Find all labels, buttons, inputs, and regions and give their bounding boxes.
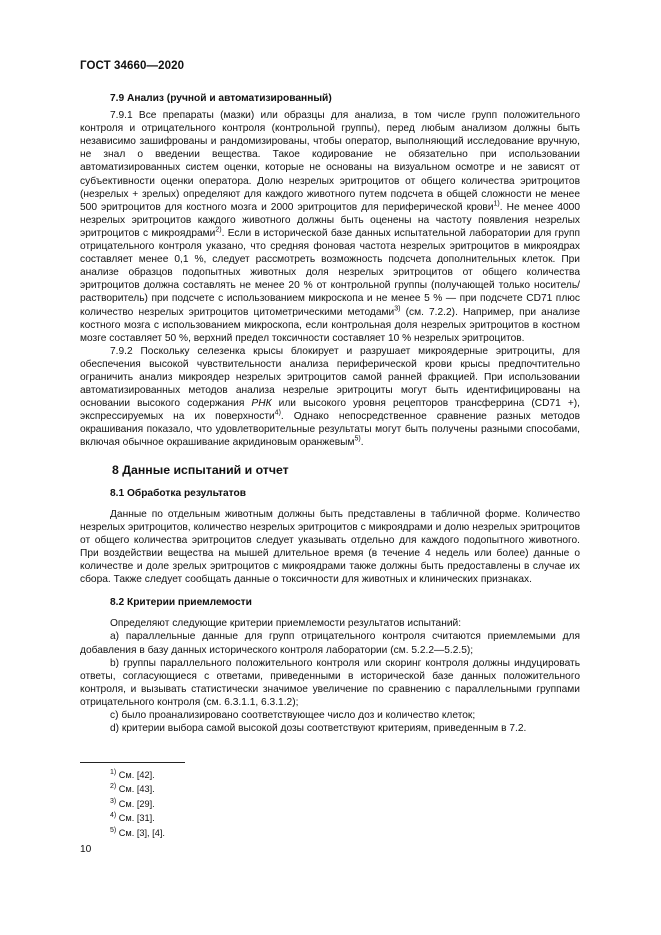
footnote-number: 1): [110, 768, 117, 776]
document-body: [80, 92, 580, 735]
paragraph-text: 7.9.2 Поскольку селезенка крысы блокирует и разрушает микроядерные эритроциты, для обеспечения высокой чувствительности анализа периферической крови крысы предпочтительно ограничить анализ микроядер незрелых эритроцитов самой ранней фракцией. При использовании автоматизированных методов анализа незрелые эритроциты могут быть идентифицированы на основании высокого содержания: [80, 345, 580, 410]
footnote-number: 5): [110, 826, 117, 834]
footnote-item: [80, 826, 165, 840]
footnote-number: 2): [110, 783, 117, 791]
footnote-separator: [80, 762, 185, 763]
footnotes: [80, 768, 165, 840]
paragraph-8-1: Данные по отдельным животным должны быть представлены в табличной форме. Количество незрелых эритроцитов, количество незрелых эритроцитов с микроядрами и долю незрелых эритроцитов от общего количества эритроцитов следует указывать отдельно для каждого подопытного животного. При воздействии вещества на мышей длительное время (в течение 4 недель или более) данные о количестве и доле зрелых эритроцитов с микроядрами также должны быть предоставлены в случае их сбора. Также следует сообщать данные о токсичности для животных и клинических признаках.: [80, 508, 580, 586]
paragraph-text: или высокого уровня рецепторов трансферрина (CD71 +), экспрессируемых на их поверхности: [80, 398, 580, 423]
footnote-text: См. [29].: [116, 798, 155, 809]
paragraph-8-2-intro: Определяют следующие критерии приемлемости результатов испытаний:: [110, 618, 462, 630]
footnote-text: См. [31].: [116, 813, 155, 824]
footnote-item: [80, 768, 165, 782]
criteria-item-a: a) параллельные данные для групп отрицательного контроля считаются приемлемыми для добавления в базу данных исторического контроля лаборатории (см. 5.2.2—5.2.5);: [80, 631, 580, 656]
paragraph-text: . Однако непосредственное сравнение разных методов окрашивания показало, что удовлетворительные результаты могут быть получены разными способами, включая обычное окрашивание акридиновым оранжевым: [80, 411, 580, 449]
footnote-text: См. [42].: [116, 770, 155, 780]
footnote-ref: 3): [394, 305, 401, 313]
rna-term: РНК: [251, 398, 272, 410]
paragraph-7-9-1: [80, 109, 580, 345]
document-code-header: ГОСТ 34660—2020: [80, 60, 185, 72]
section-8-heading: 8 Данные испытаний и отчет: [112, 462, 289, 477]
section-8-1-heading: 8.1 Обработка результатов: [110, 487, 247, 499]
criteria-item-d: d) критерии выбора самой высокой дозы соответствуют критериям, приведенным в 7.2.: [110, 723, 527, 735]
footnote-item: [80, 811, 165, 825]
paragraph-text: 7.9.1 Все препараты (мазки) или образцы для анализа, в том числе групп положительного контроля и отрицательного контроля (контрольной группы), перед любым анализом должны быть независимо зашифрованы и рандомизированы, чтобы оператор, выполняющий исследование вручную, не знал о введении вещества. Такое кодирование не обязательно при использовании автоматизированных систем оценки, которые не основаны на визуальном осмотре и не зависят от субъективности оценки оператора. Долю незрелых эритроцитов от общего количества эритроцитов (незрелых + зрелых) определяют для каждого животного путем подсчета в общей сложности не менее 500 эритроцитов для костного мозга и 2000 эритроцитов для периферической крови: [80, 110, 580, 213]
criteria-item-b: b) группы параллельного положительного контроля или скоринг контроля должны индуцировать ответы, согласующиеся с ответами, приведенными в исторической базе данных положительного контроля, и вызывать статистически значимое увеличение по сравнению с параллельными группами отрицательного контроля (см. 6.3.1.1, 6.3.1.2);: [80, 657, 580, 708]
section-8-2-heading: 8.2 Критерии приемлемости: [110, 597, 252, 609]
footnote-number: 3): [110, 797, 117, 805]
footnote-text: См. [43].: [116, 784, 155, 795]
footnote-text: См. [3], [4].: [116, 827, 165, 838]
footnote-ref: 5): [354, 436, 361, 444]
paragraph-7-9-2: [80, 345, 580, 450]
page-number: 10: [80, 844, 92, 855]
paragraph-text: (см. 7.2.2). Например, при анализе костного мозга с использованием микроскопа, если контрольная доля незрелых эритроцитов в костном мозге составляет 50 %, верхний предел токсичности составляет 10 % незрелых эритроцитов.: [80, 306, 580, 344]
section-7-9-heading: 7.9 Анализ (ручной и автоматизированный): [110, 93, 332, 104]
paragraph-text: . Не менее 4000 незрелых эритроцитов каждого животного должны быть оценены на частоту появления незрелых эритроцитов с микроядрами: [80, 201, 580, 239]
footnote-ref: 1): [493, 200, 500, 208]
footnote-number: 4): [110, 812, 117, 820]
paragraph-text: . Если в исторической базе данных испытательной лаборатории для групп отрицательного контроля указано, что средняя фоновая частота незрелых эритроцитов в микроядрах составляет менее 0,1 %, следует рассмотреть возможность подсчета дополнительных клеток. При анализе образцов подопытных животных доля незрелых эритроцитов от общего количества эритроцитов должна составлять не менее 20 % от контрольной группы (получающей только носитель/растворитель) при подсчете с использованием микроскопа и не менее 5 % — при подсчете CD71 плюс количество незрелых эритроцитов цитометрическими методами: [80, 227, 580, 318]
footnote-ref: 2): [215, 226, 222, 234]
footnote-item: [80, 782, 165, 796]
footnote-item: [80, 797, 165, 811]
footnote-ref: 4): [274, 409, 281, 417]
criteria-item-c: c) было проанализировано соответствующее число доз и количество клеток;: [110, 710, 476, 722]
paragraph-text: .: [360, 437, 364, 449]
